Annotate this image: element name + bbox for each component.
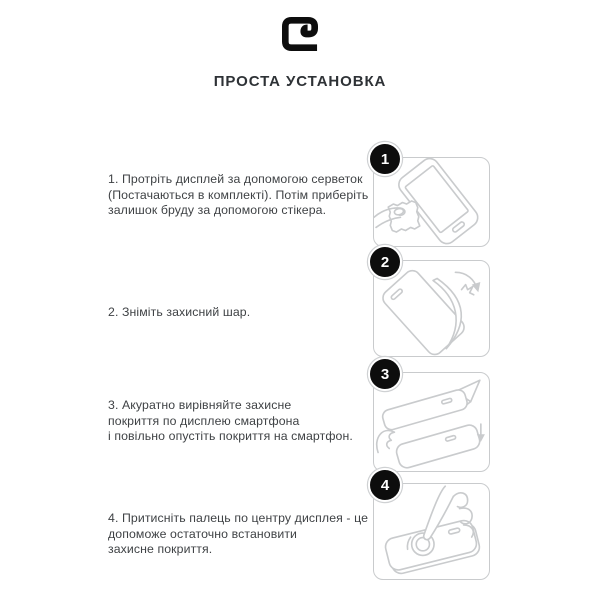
step-2-illustration (373, 253, 490, 357)
page-title: ПРОСТА УСТАНОВКА (213, 73, 387, 90)
step-2-line-1: 2. Зніміть захисний шар. (108, 305, 251, 319)
step-4-line-3: захисне покриття. (108, 542, 213, 557)
step-1-number-badge: 1 (368, 142, 402, 176)
step-3-number-badge: 3 (368, 357, 402, 391)
phone-icon (395, 423, 482, 469)
step-3-illustration (373, 365, 490, 472)
step-3-text (108, 398, 380, 445)
step-4-illustration (373, 476, 490, 580)
glass-protector-icon (380, 267, 468, 357)
step-1-line-1: 1. Протріть дисплей за допомогою серветок (108, 172, 363, 186)
step-1-text (108, 172, 380, 219)
step-1-illustration (373, 150, 490, 247)
step-2-text (108, 305, 380, 321)
left-hand-icon (377, 430, 395, 452)
step-4-line-1: 4. Притисніть палець по центру дисплея - це (108, 511, 369, 525)
step-4-text (108, 511, 380, 558)
phone-icon (395, 155, 481, 247)
step-4-line-2: допоможе остаточно встановити (108, 526, 298, 541)
glass-protector-icon (381, 388, 469, 431)
armorstandart-logo-icon (281, 16, 319, 52)
step-3-line-1: 3. Акуратно вирівняйте захисне (108, 398, 292, 412)
step-1-line-2: (Постачаються в комплекті). Потім приберіть (108, 187, 369, 202)
cleaning-cloth-icon (388, 201, 420, 232)
step-2-number-badge: 2 (368, 245, 402, 279)
step-3-line-3: і повільно опустіть покриття на смартфон. (108, 429, 353, 444)
step-4-number-badge: 4 (368, 468, 402, 502)
step-1-line-3: залишок бруду за допомогою стікера. (108, 203, 327, 218)
step-3-line-2: покриття по дисплею смартфона (108, 413, 300, 428)
